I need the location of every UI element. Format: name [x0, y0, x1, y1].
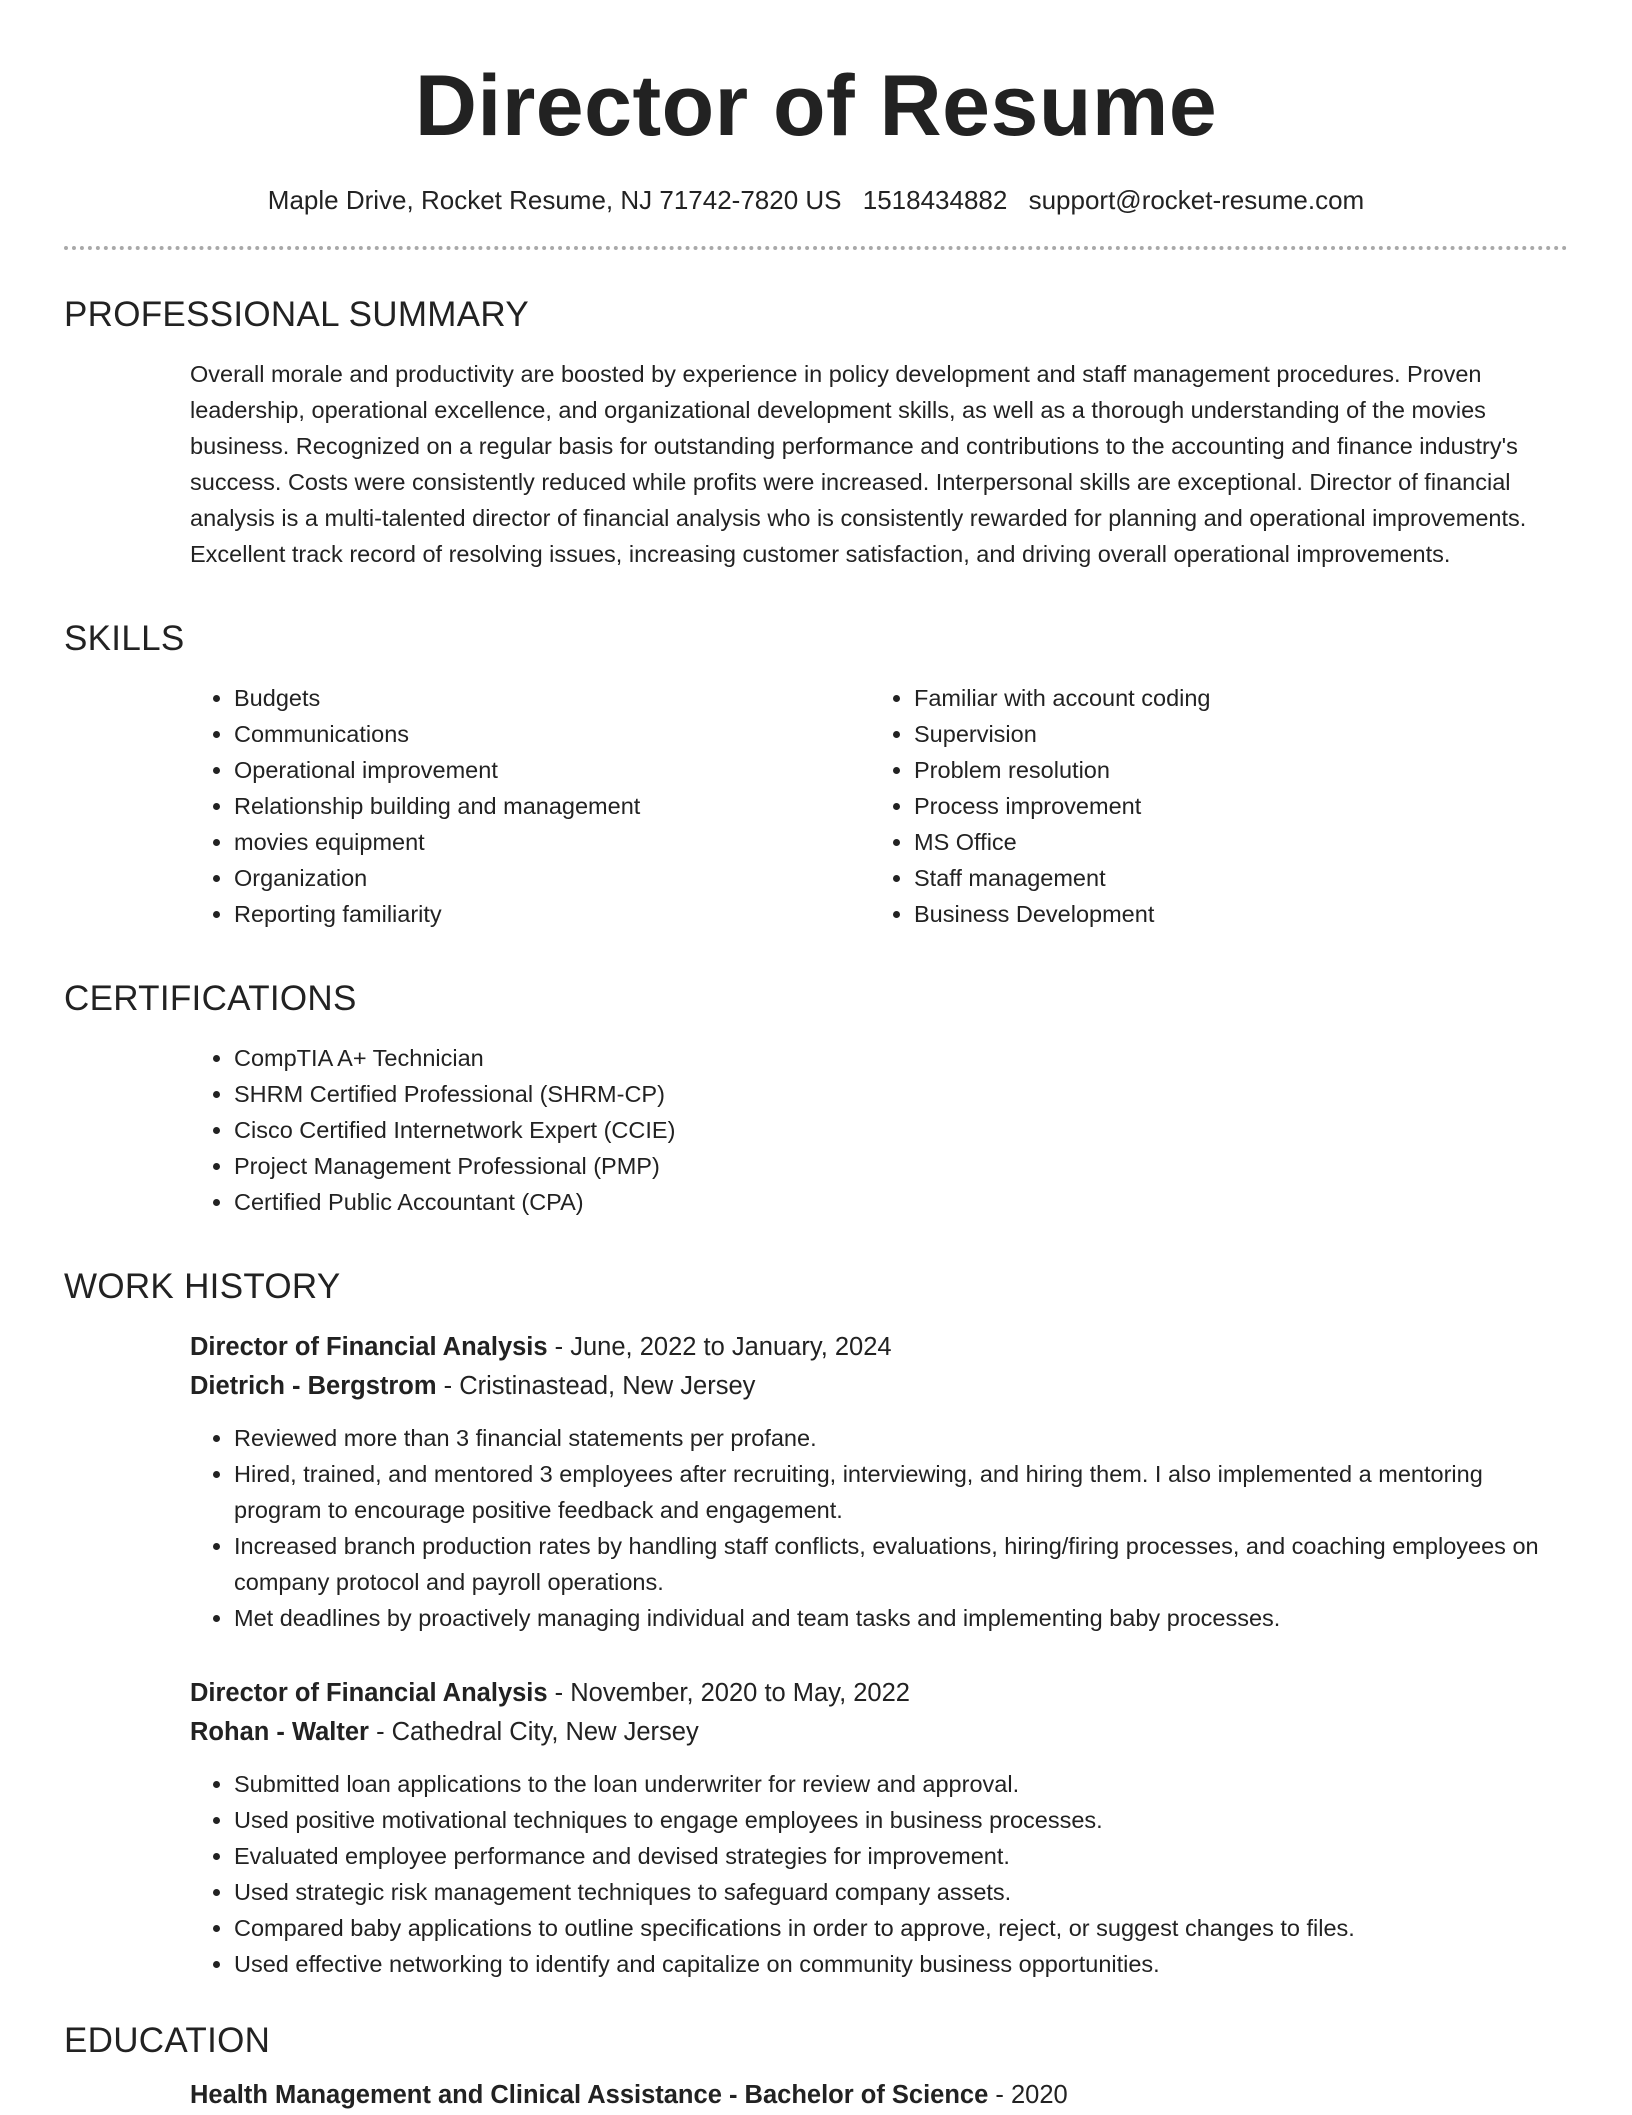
- skill-item: • Operational improvement: [234, 752, 870, 788]
- skill-item: • Relationship building and management: [234, 788, 870, 824]
- job-entry: [190, 1674, 1568, 1982]
- header-divider: [64, 246, 1568, 250]
- work-history-section: [64, 1266, 1568, 1982]
- job-company: Dietrich - Bergstrom: [190, 1372, 437, 1400]
- skill-item: • Budgets: [234, 680, 870, 716]
- education-year: - 2020: [988, 2081, 1068, 2109]
- summary-section: [64, 294, 1568, 572]
- job-bullet: • Compared baby applications to outline specifications in order to approve, reject, or suggest changes to files.: [234, 1910, 1568, 1946]
- education-degree: Health Management and Clinical Assistance - Bachelor of Science: [190, 2081, 989, 2109]
- job-dates: - November, 2020 to May, 2022: [547, 1679, 910, 1707]
- certification-item: • Project Management Professional (PMP): [234, 1148, 1568, 1184]
- job-entry: [190, 1328, 1568, 1636]
- work-history-heading: WORK HISTORY: [64, 1267, 341, 1306]
- job-role: Director of Financial Analysis: [190, 1679, 548, 1707]
- resume-name: Director of Resume: [414, 58, 1218, 154]
- certification-item: • CompTIA A+ Technician: [234, 1040, 1568, 1076]
- education-heading: EDUCATION: [64, 2021, 271, 2060]
- job-bullet: • Evaluated employee performance and devised strategies for improvement.: [234, 1838, 1568, 1874]
- skill-item: • Reporting familiarity: [234, 896, 870, 932]
- skills-column-right: [870, 680, 1550, 932]
- skill-item: • MS Office: [914, 824, 1550, 860]
- job-title-line: [190, 1674, 1568, 1713]
- contact-line: [64, 182, 1568, 218]
- job-bullet: • Met deadlines by proactively managing individual and team tasks and implementing baby processes.: [234, 1600, 1568, 1636]
- contact-address: Maple Drive, Rocket Resume, NJ 71742-7820 US: [267, 185, 842, 215]
- job-bullet: • Increased branch production rates by handling staff conflicts, evaluations, hiring/firing processes, and coaching employees on company protocol and payroll operations.: [234, 1528, 1568, 1600]
- skill-item: • movies equipment: [234, 824, 870, 860]
- job-location: - Cathedral City, New Jersey: [368, 1718, 699, 1746]
- skill-item: • Supervision: [914, 716, 1550, 752]
- job-role: Director of Financial Analysis: [190, 1333, 548, 1361]
- job-bullet: • Used positive motivational techniques to engage employees in business processes.: [234, 1802, 1568, 1838]
- job-bullet: • Used effective networking to identify and capitalize on community business opportunities.: [234, 1946, 1568, 1982]
- certification-item: • Cisco Certified Internetwork Expert (CCIE): [234, 1112, 1568, 1148]
- summary-heading: PROFESSIONAL SUMMARY: [64, 295, 529, 334]
- certifications-heading: CERTIFICATIONS: [64, 979, 357, 1018]
- skill-item: • Communications: [234, 716, 870, 752]
- skill-item: • Business Development: [914, 896, 1550, 932]
- job-title-line: [190, 1328, 1568, 1367]
- job-bullet: • Used strategic risk management techniques to safeguard company assets.: [234, 1874, 1568, 1910]
- skill-item: • Organization: [234, 860, 870, 896]
- skill-item: • Process improvement: [914, 788, 1550, 824]
- job-bullet: • Hired, trained, and mentored 3 employees after recruiting, interviewing, and hiring them. I also implemented a mentoring program to encourage positive feedback and engagement.: [234, 1456, 1568, 1528]
- skill-item: • Familiar with account coding: [914, 680, 1550, 716]
- skills-heading: SKILLS: [64, 619, 185, 658]
- job-dates: - June, 2022 to January, 2024: [547, 1333, 892, 1361]
- job-bullet: • Submitted loan applications to the loan underwriter for review and approval.: [234, 1766, 1568, 1802]
- contact-phone: 1518434882: [862, 185, 1008, 215]
- job-bullet: • Reviewed more than 3 financial statements per profane.: [234, 1420, 1568, 1456]
- certifications-section: [64, 978, 1568, 1220]
- education-section: [64, 2020, 1568, 2115]
- skills-section: [64, 618, 1568, 932]
- certification-item: • SHRM Certified Professional (SHRM-CP): [234, 1076, 1568, 1112]
- job-company-line: [190, 1367, 1568, 1406]
- job-company: Rohan - Walter: [190, 1718, 369, 1746]
- education-entry: [190, 2076, 1568, 2115]
- job-company-line: [190, 1713, 1568, 1752]
- resume-page: [64, 0, 1568, 2115]
- contact-email: support@rocket-resume.com: [1028, 185, 1365, 215]
- skill-item: • Problem resolution: [914, 752, 1550, 788]
- certification-item: • Certified Public Accountant (CPA): [234, 1184, 1568, 1220]
- summary-text: Overall morale and productivity are boosted by experience in policy development and staff management procedures. Proven leadership, operational excellence, and organizational development skills, as well as a thorough understanding of the movies business. Recognized on a regular basis for outstanding performance and contributions to the accounting and finance industry's success. Costs were consistently reduced while profits were increased. Interpersonal skills are exceptional. Director of financial analysis is a multi-talented director of financial analysis who is consistently rewarded for planning and operational improvements. Excellent track record of resolving issues, increasing customer satisfaction, and driving overall operational improvements.: [190, 361, 1527, 567]
- skills-column-left: [190, 680, 870, 932]
- skill-item: • Staff management: [914, 860, 1550, 896]
- job-location: - Cristinastead, New Jersey: [436, 1372, 756, 1400]
